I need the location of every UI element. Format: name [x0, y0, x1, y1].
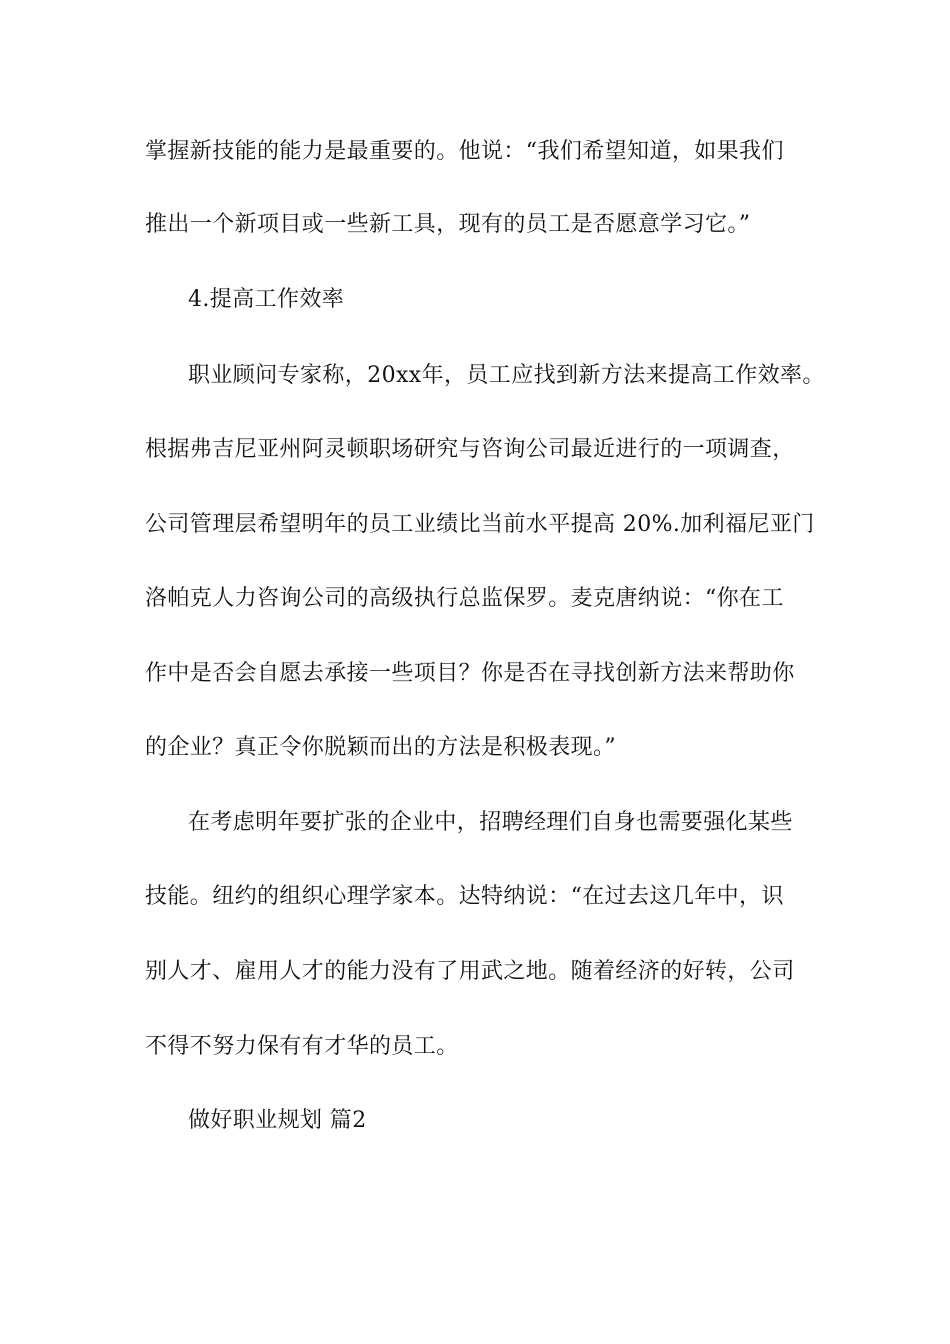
paragraph-line-11: 别人才、雇用人才的能力没有了用武之地。随着经济的好转，公司	[145, 959, 795, 984]
paragraph-line-2: 推出一个新项目或一些新工具，现有的员工是否愿意学习它。”	[145, 212, 751, 237]
paragraph-line-6: 洛帕克人力咨询公司的高级执行总监保罗。麦克唐纳说：“你在工	[145, 586, 784, 611]
paragraph-line-10: 技能。纽约的组织心理学家本。达特纳说：“在过去这几年中，识	[145, 884, 784, 909]
paragraph-line-12: 不得不努力保有有才华的员工。	[145, 1034, 459, 1059]
paragraph-line-4: 根据弗吉尼亚州阿灵顿职场研究与咨询公司最近进行的一项调查，	[145, 437, 795, 462]
paragraph-line-7: 作中是否会自愿去承接一些项目？你是否在寻找创新方法来帮助你	[145, 661, 795, 686]
paragraph-line-1: 掌握新技能的能力是最重要的。他说：“我们希望知道，如果我们	[145, 139, 784, 164]
paragraph-line-3: 职业顾问专家称，20xx年，员工应找到新方法来提高工作效率。	[188, 363, 825, 388]
paragraph-line-9: 在考虑明年要扩张的企业中，招聘经理们自身也需要强化某些	[188, 810, 793, 835]
section-heading: 4.提高工作效率	[188, 287, 345, 312]
section-title: 做好职业规划 篇2	[188, 1108, 367, 1133]
paragraph-line-8: 的企业？真正令你脱颖而出的方法是积极表现。”	[145, 735, 617, 760]
paragraph-line-5: 公司管理层希望明年的员工业绩比当前水平提高 20%.加利福尼亚门	[145, 512, 815, 537]
